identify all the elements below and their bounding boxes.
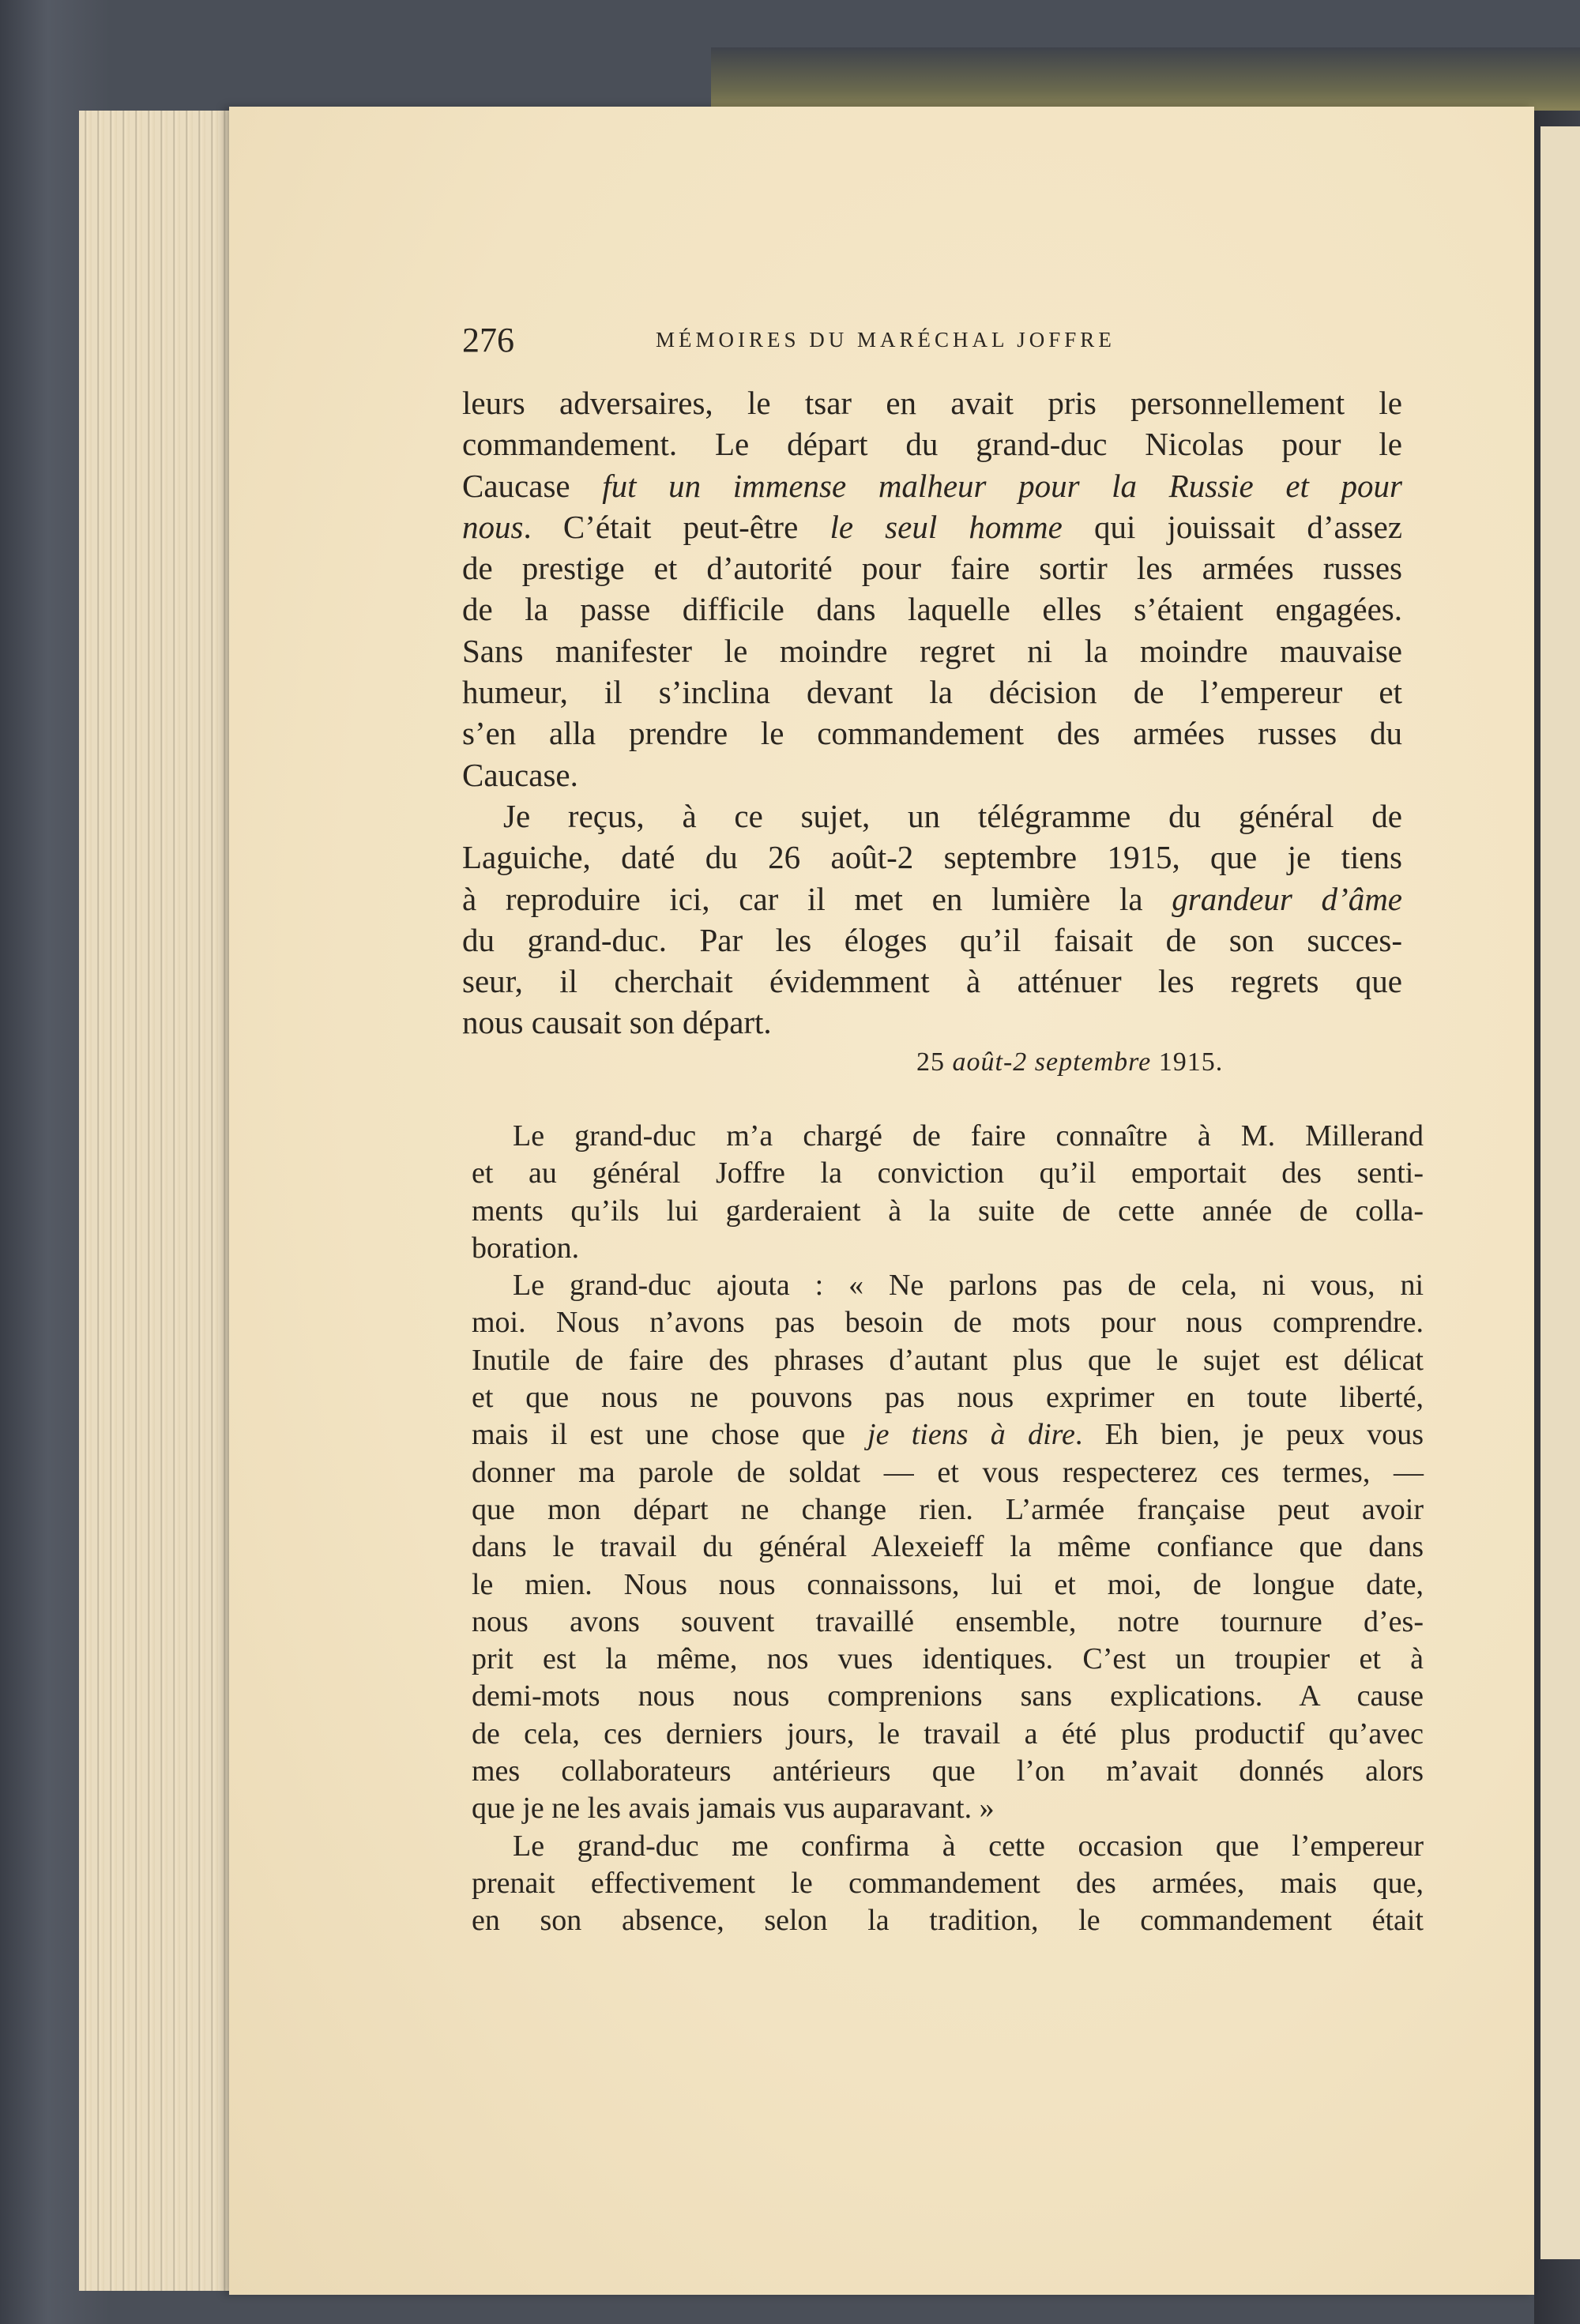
text-line: [472, 1416, 1424, 1453]
text-line: [462, 671, 1402, 713]
text-segment: Inutile de faire des phrases d’autant plus que le sujet est délicat: [472, 1343, 1424, 1377]
text-segment: commandement. Le départ du grand-duc Nicolas pour le: [462, 426, 1402, 463]
text-segment: Laguiche, daté du 26 août-2 septembre 1915, que je tiens: [462, 839, 1402, 876]
text-line: [472, 1118, 1424, 1155]
text-segment: mais il est une chose que: [472, 1418, 868, 1452]
italic-text: fut un immense malheur pour la Russie et pour: [602, 467, 1402, 504]
text-segment: que je ne les avais jamais vus auparavant. »: [472, 1792, 995, 1826]
text-segment: de cela, ces derniers jours, le travail a été plus productif qu’avec: [472, 1717, 1424, 1751]
text-line: [472, 1230, 1424, 1267]
text-segment: dans le travail du général Alexeieff la même confiance que dans: [472, 1530, 1424, 1564]
text-line: [462, 837, 1402, 878]
text-line: [472, 1790, 1424, 1827]
text-line: [472, 1604, 1424, 1641]
text-line: [472, 1753, 1424, 1790]
text-segment: Caucase.: [462, 756, 578, 793]
text-line: [472, 1454, 1424, 1491]
text-line: [472, 1828, 1424, 1865]
text-line: [472, 1566, 1424, 1604]
text-line: [462, 506, 1402, 547]
text-line: [472, 1267, 1424, 1304]
dateline-year: 1915.: [1151, 1047, 1224, 1077]
text-segment: seur, il cherchait évidemment à atténuer les regrets que: [462, 963, 1402, 1000]
dateline-span: août-2 septembre: [952, 1047, 1152, 1077]
text-segment: Le grand-duc me confirma à cette occasion que l’empereur: [513, 1829, 1424, 1863]
body-text-telegram: [472, 1118, 1424, 1940]
text-line: [462, 754, 1402, 795]
text-line: [462, 423, 1402, 464]
text-line: [462, 382, 1402, 423]
text-segment: de prestige et d’autorité pour faire sortir les armées russes: [462, 550, 1402, 587]
text-line: [472, 1155, 1424, 1192]
text-segment: en son absence, selon la tradition, le commandement était: [472, 1904, 1424, 1938]
text-line: [462, 589, 1402, 630]
text-line: [472, 1641, 1424, 1678]
body-text-main: [462, 382, 1402, 1044]
text-segment: s’en alla prendre le commandement des armées russes du: [462, 715, 1402, 752]
text-segment: donner ma parole de soldat — et vous respecterez ces termes, —: [472, 1455, 1424, 1489]
text-segment: moi. Nous n’avons pas besoin de mots pour nous comprendre.: [472, 1306, 1424, 1340]
text-segment: que mon départ ne change rien. L’armée française peut avoir: [472, 1492, 1424, 1526]
text-line: [472, 1902, 1424, 1939]
text-segment: à reproduire ici, car il met en lumière la: [462, 880, 1172, 917]
text-segment: Le grand-duc ajouta : « Ne parlons pas de cela, ni vous, ni: [513, 1269, 1424, 1303]
text-line: [472, 1379, 1424, 1416]
text-segment: mes collaborateurs antérieurs que l’on m’avait donnés alors: [472, 1754, 1424, 1788]
text-line: [462, 919, 1402, 961]
text-segment: prit est la même, nos vues identiques. C’est un troupier et à: [472, 1642, 1424, 1676]
text-segment: boration.: [472, 1231, 580, 1265]
text-line: [462, 961, 1402, 1002]
text-line: [472, 1865, 1424, 1902]
text-line: [472, 1716, 1424, 1753]
text-line: [462, 713, 1402, 754]
dateline-day: 25: [916, 1047, 953, 1077]
text-line: [472, 1529, 1424, 1566]
text-line: [472, 1304, 1424, 1341]
text-segment: du grand-duc. Par les éloges qu’il faisait de son succes-: [462, 921, 1402, 958]
text-segment: Caucase: [462, 467, 603, 504]
text-line: [472, 1342, 1424, 1379]
text-line: [472, 1678, 1424, 1715]
text-line: [462, 1002, 1402, 1043]
text-line: [462, 630, 1402, 671]
text-segment: nous avons souvent travaillé ensemble, notre tournure d’es-: [472, 1604, 1424, 1638]
text-segment: et que nous ne pouvons pas nous exprimer en toute liberté,: [472, 1381, 1424, 1415]
facing-page-edge: [1540, 126, 1580, 2259]
italic-text: le seul homme: [830, 508, 1063, 545]
text-segment: Le grand-duc m’a chargé de faire connaître à M. Millerand: [513, 1119, 1424, 1153]
text-segment: Sans manifester le moindre regret ni la moindre mauvaise: [462, 632, 1402, 669]
text-line: [472, 1193, 1424, 1230]
book-spine-band: [711, 47, 1580, 111]
running-title: MÉMOIRES DU MARÉCHAL JOFFRE: [656, 328, 1115, 352]
telegram-dateline: [916, 1047, 1223, 1077]
text-segment: leurs adversaires, le tsar en avait pris personnellement le: [462, 385, 1402, 421]
text-segment: prenait effectivement le commandement des armées, mais que,: [472, 1866, 1424, 1900]
italic-text: grandeur d’âme: [1172, 880, 1402, 917]
text-segment: et au général Joffre la conviction qu’il emportait des senti-: [472, 1156, 1424, 1190]
page-edges: [79, 111, 253, 2291]
text-segment: . C’était peut-être: [523, 508, 830, 545]
italic-text: nous: [462, 508, 524, 545]
text-segment: le mien. Nous nous connaissons, lui et moi, de longue date,: [472, 1567, 1424, 1601]
text-line: [472, 1491, 1424, 1529]
text-line: [462, 878, 1402, 919]
italic-text: je tiens à dire: [867, 1418, 1075, 1452]
text-line: [462, 465, 1402, 506]
page-number: 276: [462, 321, 514, 359]
text-segment: nous causait son départ.: [462, 1004, 772, 1041]
text-segment: qui jouissait d’assez: [1062, 508, 1402, 545]
text-segment: ments qu’ils lui garderaient à la suite de cette année de colla-: [472, 1194, 1424, 1228]
text-line: [462, 795, 1402, 837]
text-segment: demi-mots nous nous comprenions sans explications. A cause: [472, 1679, 1424, 1713]
text-segment: humeur, il s’inclina devant la décision de l’empereur et: [462, 674, 1402, 711]
text-segment: . Eh bien, je peux vous: [1074, 1418, 1424, 1452]
text-line: [462, 547, 1402, 589]
text-segment: de la passe difficile dans laquelle elles s’étaient engagées.: [462, 591, 1402, 628]
text-segment: Je reçus, à ce sujet, un télégramme du général de: [503, 797, 1402, 834]
